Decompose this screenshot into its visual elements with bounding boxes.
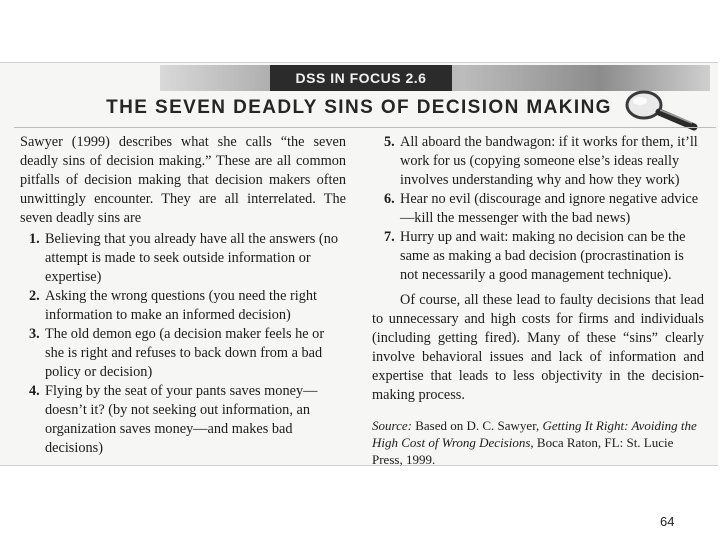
sin-item-2	[29, 287, 346, 325]
source-citation	[372, 417, 704, 468]
intro-paragraph: Sawyer (1999) describes what she calls “the seven deadly sins of decision making.” These are all common pitfalls of decision making that decision makers often unwittingly encounter. They are all interrelated. The seven deadly sins are	[20, 134, 346, 226]
sin-number: 7.	[384, 229, 395, 245]
source-author: Based on D. C. Sawyer,	[411, 418, 543, 433]
sin-number: 2.	[29, 288, 40, 304]
box-banner: DSS IN FOCUS 2.6	[270, 65, 452, 91]
slide-page-number: 64	[660, 514, 675, 529]
sin-text: Asking the wrong questions (you need the right information to make an informed decision)	[45, 288, 317, 323]
conclusion-paragraph: Of course, all these lead to faulty decisions that lead to unnecessary and high costs for firms and individuals (including getting fired). Many of these “sins” clearly involve behavioral issues and lack of information and expertise that leads to less objectivity in the decision-making process.	[372, 292, 704, 403]
sin-text: Flying by the seat of your pants saves money—doesn’t it? (by not seeking out information, an organization saves money—and makes bad decisions)	[45, 383, 318, 456]
header-rule	[14, 127, 716, 128]
sin-item-5	[384, 133, 704, 190]
magnifying-glass-icon	[622, 83, 702, 133]
sin-item-3	[29, 325, 346, 382]
right-column	[372, 133, 704, 468]
source-publisher: Boca Raton, FL: St. Lucie Press, 1999.	[372, 435, 674, 467]
sin-number: 5.	[384, 134, 395, 150]
sin-text: Believing that you already have all the answers (no attempt is made to seek outside information or expertise)	[45, 231, 338, 285]
source-label: Source:	[372, 418, 412, 433]
scanned-textbook-box	[0, 62, 718, 466]
sin-text: The old demon ego (a decision maker feels he or she is right and refuses to back down from a bad policy or decision)	[45, 326, 325, 380]
sin-number: 1.	[29, 231, 40, 247]
sin-item-4	[29, 382, 346, 458]
sin-item-7	[384, 228, 704, 285]
sin-text: Hear no evil (discourage and ignore negative advice—kill the messenger with the bad news)	[400, 191, 699, 226]
left-column	[20, 133, 346, 458]
sin-number: 4.	[29, 383, 40, 399]
sin-item-1	[29, 230, 346, 287]
sin-number: 6.	[384, 191, 395, 207]
box-headline: THE SEVEN DEADLY SINS OF DECISION MAKING	[106, 97, 612, 118]
sin-number: 3.	[29, 326, 40, 342]
sin-text: All aboard the bandwagon: if it works for them, it’ll work for us (copying someone else’s ideas really involves understanding why and how they work)	[400, 134, 698, 188]
sin-item-6	[384, 190, 704, 228]
source-title: Getting It Right: Avoiding the High Cost of Wrong Decisions,	[372, 418, 697, 450]
sin-text: Hurry up and wait: making no decision can be the same as making a bad decision (procrastination is not necessarily a good management technique).	[400, 229, 686, 283]
